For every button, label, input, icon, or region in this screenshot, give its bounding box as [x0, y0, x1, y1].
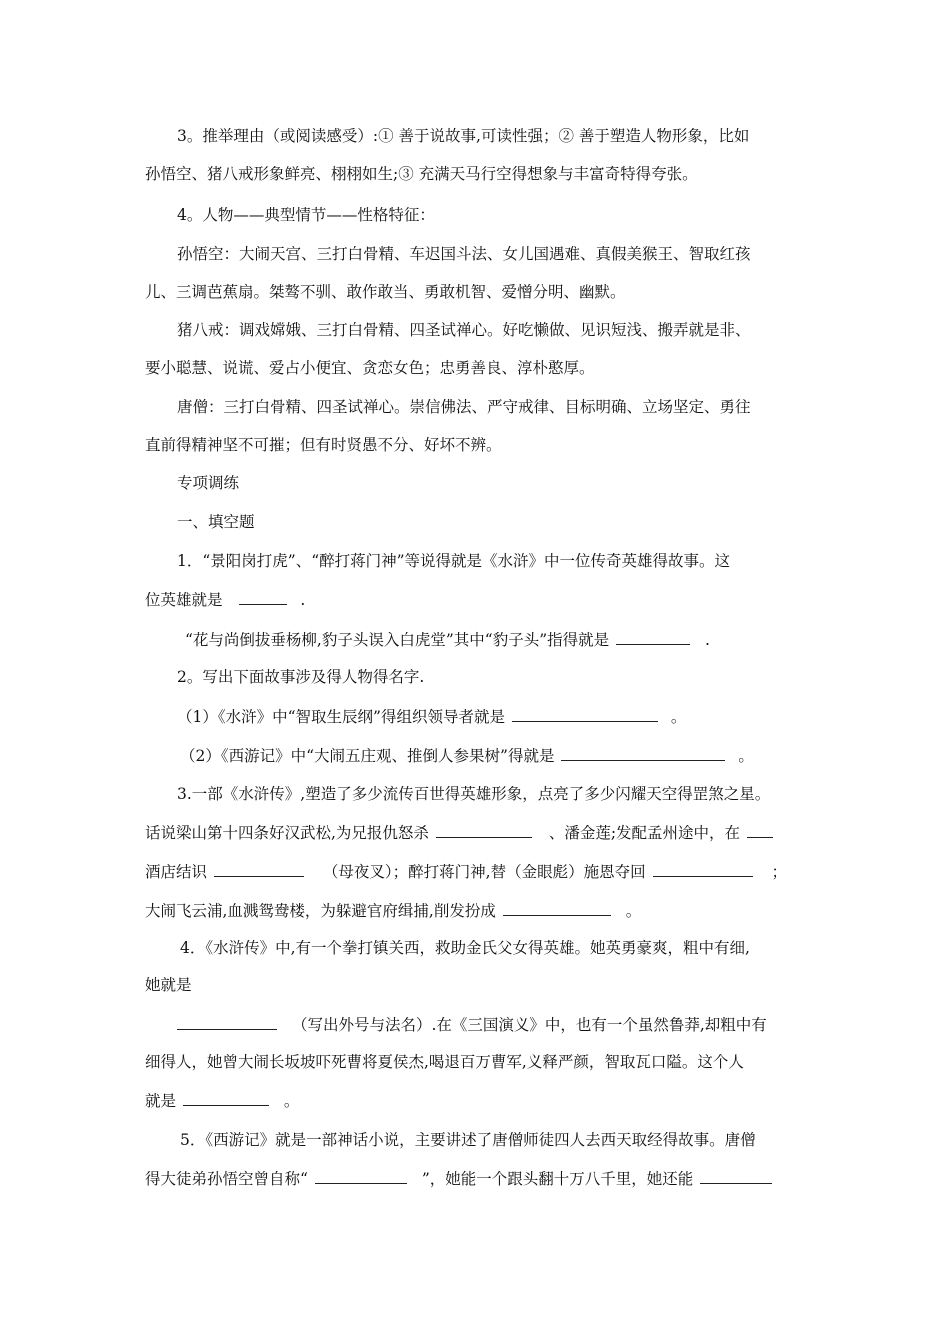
q3-line-4	[145, 900, 641, 921]
answer-blank[interactable]	[183, 1090, 269, 1106]
q1-line-1: 1．“景阳岗打虎”、“醉打蒋门神”等说得就是《水浒》中一位传奇英雄得故事。这	[177, 552, 731, 570]
answer-blank[interactable]	[315, 1168, 407, 1184]
q3-line-3-end: ；	[771, 863, 787, 881]
answer-blank[interactable]	[239, 589, 287, 605]
q4-line-3	[177, 1014, 767, 1035]
answer-blank[interactable]	[616, 629, 690, 645]
q4-line-1: 4．《水浒传》中,有一个拳打镇关西，救助金氏父女得英雄。她英勇豪爽，粗中有细,	[180, 939, 750, 957]
section-4-heading: 4。人物——典型情节——性格特征：	[177, 206, 435, 224]
tangseng-line-1: 唐僧：三打白骨精、四圣试禅心。崇信佛法、严守戒律、目标明确、立场坚定、勇往	[177, 398, 751, 416]
q4-line-3-text: （写出外号与法名）.在《三国演义》中，也有一个虽然鲁莽,却粗中有	[291, 1016, 767, 1034]
zhubajie-line-2: 要小聪慧、说谎、爱占小便宜、贪恋女色；忠勇善良、淳朴憨厚。	[145, 359, 595, 377]
answer-blank[interactable]	[436, 822, 532, 838]
q3-line-2-mid: 、潘金莲;发配孟州途中，在	[548, 824, 741, 842]
q1-line-3	[185, 629, 710, 650]
tangseng-line-2: 直前得精神坚不可摧；但有时贤愚不分、好坏不辨。	[145, 436, 502, 454]
q5-line-1: 5．《西游记》就是一部神话小说，主要讲述了唐僧师徒四人去西天取经得故事。唐僧	[180, 1131, 756, 1149]
reason-line-2: 孙悟空、猪八戒形象鲜亮、栩栩如生;③ 充满天马行空得想象与丰富奇特得夸张。	[145, 165, 698, 183]
q2-item-1	[177, 706, 686, 727]
q3-line-1: 3.一部《水浒传》,塑造了多少流传百世得英雄形象，点亮了多少闪耀天空得罡煞之星。	[177, 785, 771, 803]
answer-blank[interactable]	[503, 900, 611, 916]
sunwukong-line-2: 儿、三调芭蕉扇。桀骜不驯、敢作敢当、勇敢机智、爱憎分明、幽默。	[145, 283, 626, 301]
q4-line-2: 她就是	[145, 976, 192, 994]
answer-blank[interactable]	[747, 822, 773, 838]
q4-line-4: 细得人，她曾大闹长坂坡吓死曹将夏侯杰,喝退百万曹军,义释严颜，智取瓦口隘。这个人	[145, 1053, 744, 1071]
q1-sub-text: “花与尚倒拔垂杨柳,豹子头误入白虎堂”其中“豹子头”指得就是	[185, 631, 610, 649]
answer-blank[interactable]	[653, 861, 753, 877]
q5-line-2-mid: ”，她能一个跟头翻十万八千里，她还能	[421, 1170, 694, 1188]
q5-line-2	[145, 1168, 772, 1189]
q3-line-2-text: 话说梁山第十四条好汉武松,为兄报仇怒杀	[145, 824, 429, 842]
q3-line-3-text: 酒店结识	[145, 863, 208, 881]
q2-item-2	[180, 745, 754, 766]
q4-line-5	[145, 1090, 299, 1111]
q2-item-2-end: 。	[738, 747, 754, 765]
answer-blank[interactable]	[177, 1014, 277, 1030]
q4-line-5-text: 就是	[145, 1092, 177, 1110]
q5-line-2-text: 得大徒弟孙悟空曾自称“	[145, 1170, 308, 1188]
q2-item-2-text: （2）《西游记》中“大闹五庄观、推倒人参果树”得就是	[180, 747, 555, 765]
answer-blank[interactable]	[214, 861, 304, 877]
q1-period: .	[300, 591, 306, 609]
q3-line-2	[145, 822, 773, 843]
q2-heading: 2。写出下面故事涉及得人物得名字.	[177, 668, 425, 686]
sunwukong-line-1: 孙悟空：大闹天宫、三打白骨精、车迟国斗法、女儿国遇难、真假美猴王、智取红孩	[177, 245, 751, 263]
q4-line-5-end: 。	[283, 1092, 300, 1110]
q3-line-3-mid: （母夜叉）；醉打蒋门神,替（金眼彪）施恩夺回	[322, 863, 646, 881]
q2-item-1-end: 。	[670, 708, 687, 726]
q1-sub-period: .	[705, 631, 710, 649]
q3-line-4-end: 。	[625, 902, 642, 920]
answer-blank[interactable]	[561, 745, 725, 761]
answer-blank[interactable]	[700, 1168, 772, 1184]
answer-blank[interactable]	[512, 706, 658, 722]
fill-in-heading: 一、填空题	[177, 513, 255, 531]
q3-line-3	[145, 861, 787, 882]
q2-item-1-text: （1）《水浒》中“智取生辰纲”得组织领导者就是	[177, 708, 505, 726]
practice-heading: 专项调练	[177, 474, 240, 492]
zhubajie-line-1: 猪八戒：调戏嫦娥、三打白骨精、四圣试禅心。好吃懒做、见识短浅、搬弄就是非、	[177, 321, 751, 339]
reason-line-1: 3。推举理由（或阅读感受）:① 善于说故事,可读性强；② 善于塑造人物形象，比如	[177, 127, 750, 145]
q1-line-2	[145, 589, 305, 610]
q1-text: 位英雄就是	[145, 591, 223, 609]
q3-line-4-text: 大闹飞云浦,血溅鸳鸯楼，为躲避官府缉捕,削发扮成	[145, 902, 496, 920]
